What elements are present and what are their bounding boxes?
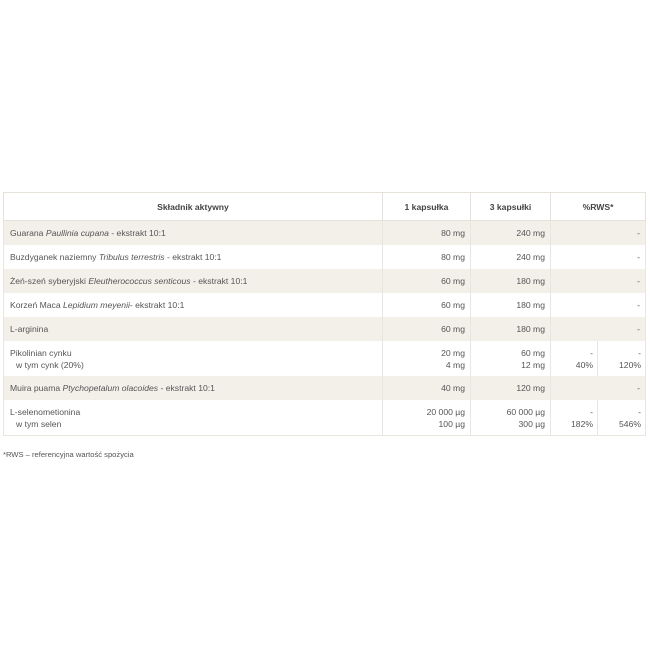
rws-three-sub: 546%: [619, 418, 642, 429]
ingredient-name: [4, 245, 383, 269]
three-capsules-sub: 12 mg: [521, 359, 545, 370]
one-capsule-value: [383, 341, 471, 376]
one-capsule-value: 80 mg: [383, 245, 471, 269]
rws-one-main: -: [590, 347, 593, 358]
header-one-capsule: 1 kapsułka: [383, 193, 471, 221]
table-row: [4, 245, 646, 269]
rws-three-main: -: [638, 406, 642, 417]
ingredient-sub-label: w tym cynk (20%): [16, 359, 84, 370]
one-capsule-value: 60 mg: [383, 269, 471, 293]
latin-name: Eleutherococcus senticous: [88, 276, 191, 286]
table-row: [4, 221, 646, 246]
ingredient-name: [4, 293, 383, 317]
rws-value: -: [551, 221, 646, 246]
three-capsules-value: [471, 341, 551, 376]
three-capsules-value: 240 mg: [471, 245, 551, 269]
supplement-facts-table: [3, 192, 646, 436]
rws-value: -: [551, 317, 646, 341]
three-capsules-main: 60 000 µg: [506, 406, 545, 417]
three-capsules-main: 60 mg: [521, 347, 545, 358]
one-capsule-sub: 100 µg: [438, 418, 465, 429]
three-capsules-value: 180 mg: [471, 317, 551, 341]
table-row: [4, 293, 646, 317]
extract-suffix: - ekstrakt 10:1: [164, 252, 222, 262]
rws-one-capsule: [551, 400, 598, 436]
ingredient-name: [4, 376, 383, 400]
table-row: [4, 269, 646, 293]
ingredient-label: Buzdyganek naziemny: [10, 252, 99, 262]
three-capsules-value: 180 mg: [471, 269, 551, 293]
ingredient-label: Pikolinian cynku: [10, 347, 72, 358]
rws-value: -: [551, 376, 646, 400]
one-capsule-value: 60 mg: [383, 317, 471, 341]
header-ingredient: Składnik aktywny: [4, 193, 383, 221]
rws-three-sub: 120%: [619, 359, 642, 370]
extract-suffix: - ekstrakt 10:1: [190, 276, 248, 286]
table-row: [4, 400, 646, 436]
three-capsules-value: 120 mg: [471, 376, 551, 400]
three-capsules-value: 240 mg: [471, 221, 551, 246]
one-capsule-value: 80 mg: [383, 221, 471, 246]
ingredient-name: [4, 269, 383, 293]
extract-suffix: - ekstrakt 10:1: [129, 300, 185, 310]
ingredient-name: L-arginina: [4, 317, 383, 341]
rws-footnote: *RWS – referencyjna wartość spożycia: [3, 450, 134, 459]
one-capsule-sub: 4 mg: [445, 359, 465, 370]
ingredient-name: [4, 341, 383, 376]
latin-name: Ptychopetalum olacoides: [62, 383, 159, 393]
table-header-row: [4, 193, 646, 221]
rws-three-main: -: [638, 347, 642, 358]
rws-one-sub: 182%: [571, 418, 593, 429]
rws-three-capsules: [598, 341, 646, 376]
ingredient-name: [4, 400, 383, 436]
one-capsule-value: [383, 400, 471, 436]
latin-name: Tribulus terrestris: [98, 252, 165, 262]
rws-one-capsule: [551, 341, 598, 376]
rws-one-sub: 40%: [575, 359, 593, 370]
rws-value: -: [551, 245, 646, 269]
rws-value: -: [551, 293, 646, 317]
header-three-capsules: 3 kapsułki: [471, 193, 551, 221]
extract-suffix: - ekstrakt 10:1: [158, 383, 215, 393]
ingredient-label: L-selenometionina: [10, 406, 81, 417]
three-capsules-sub: 300 µg: [518, 418, 545, 429]
supplement-facts-table-wrapper: [3, 192, 645, 436]
three-capsules-value: 180 mg: [471, 293, 551, 317]
ingredient-label: Muira puama: [10, 383, 63, 393]
one-capsule-value: 40 mg: [383, 376, 471, 400]
rws-value: -: [551, 269, 646, 293]
table-row: [4, 317, 646, 341]
latin-name: Paullinia cupana: [45, 228, 109, 238]
rws-one-main: -: [590, 406, 593, 417]
one-capsule-main: 20 mg: [441, 347, 465, 358]
latin-name: Lepidium meyenii: [63, 300, 130, 310]
table-row: [4, 376, 646, 400]
one-capsule-main: 20 000 µg: [426, 406, 465, 417]
ingredient-label: Korzeń Maca: [10, 300, 64, 310]
three-capsules-value: [471, 400, 551, 436]
one-capsule-value: 60 mg: [383, 293, 471, 317]
ingredient-label: Żeń-szeń syberyjski: [10, 276, 89, 286]
header-rws: %RWS*: [551, 193, 646, 221]
ingredient-sub-label: w tym selen: [16, 418, 62, 429]
ingredient-name: [4, 221, 383, 246]
ingredient-label: Guarana: [10, 228, 46, 238]
extract-suffix: - ekstrakt 10:1: [108, 228, 166, 238]
rws-three-capsules: [598, 400, 646, 436]
table-row: [4, 341, 646, 376]
